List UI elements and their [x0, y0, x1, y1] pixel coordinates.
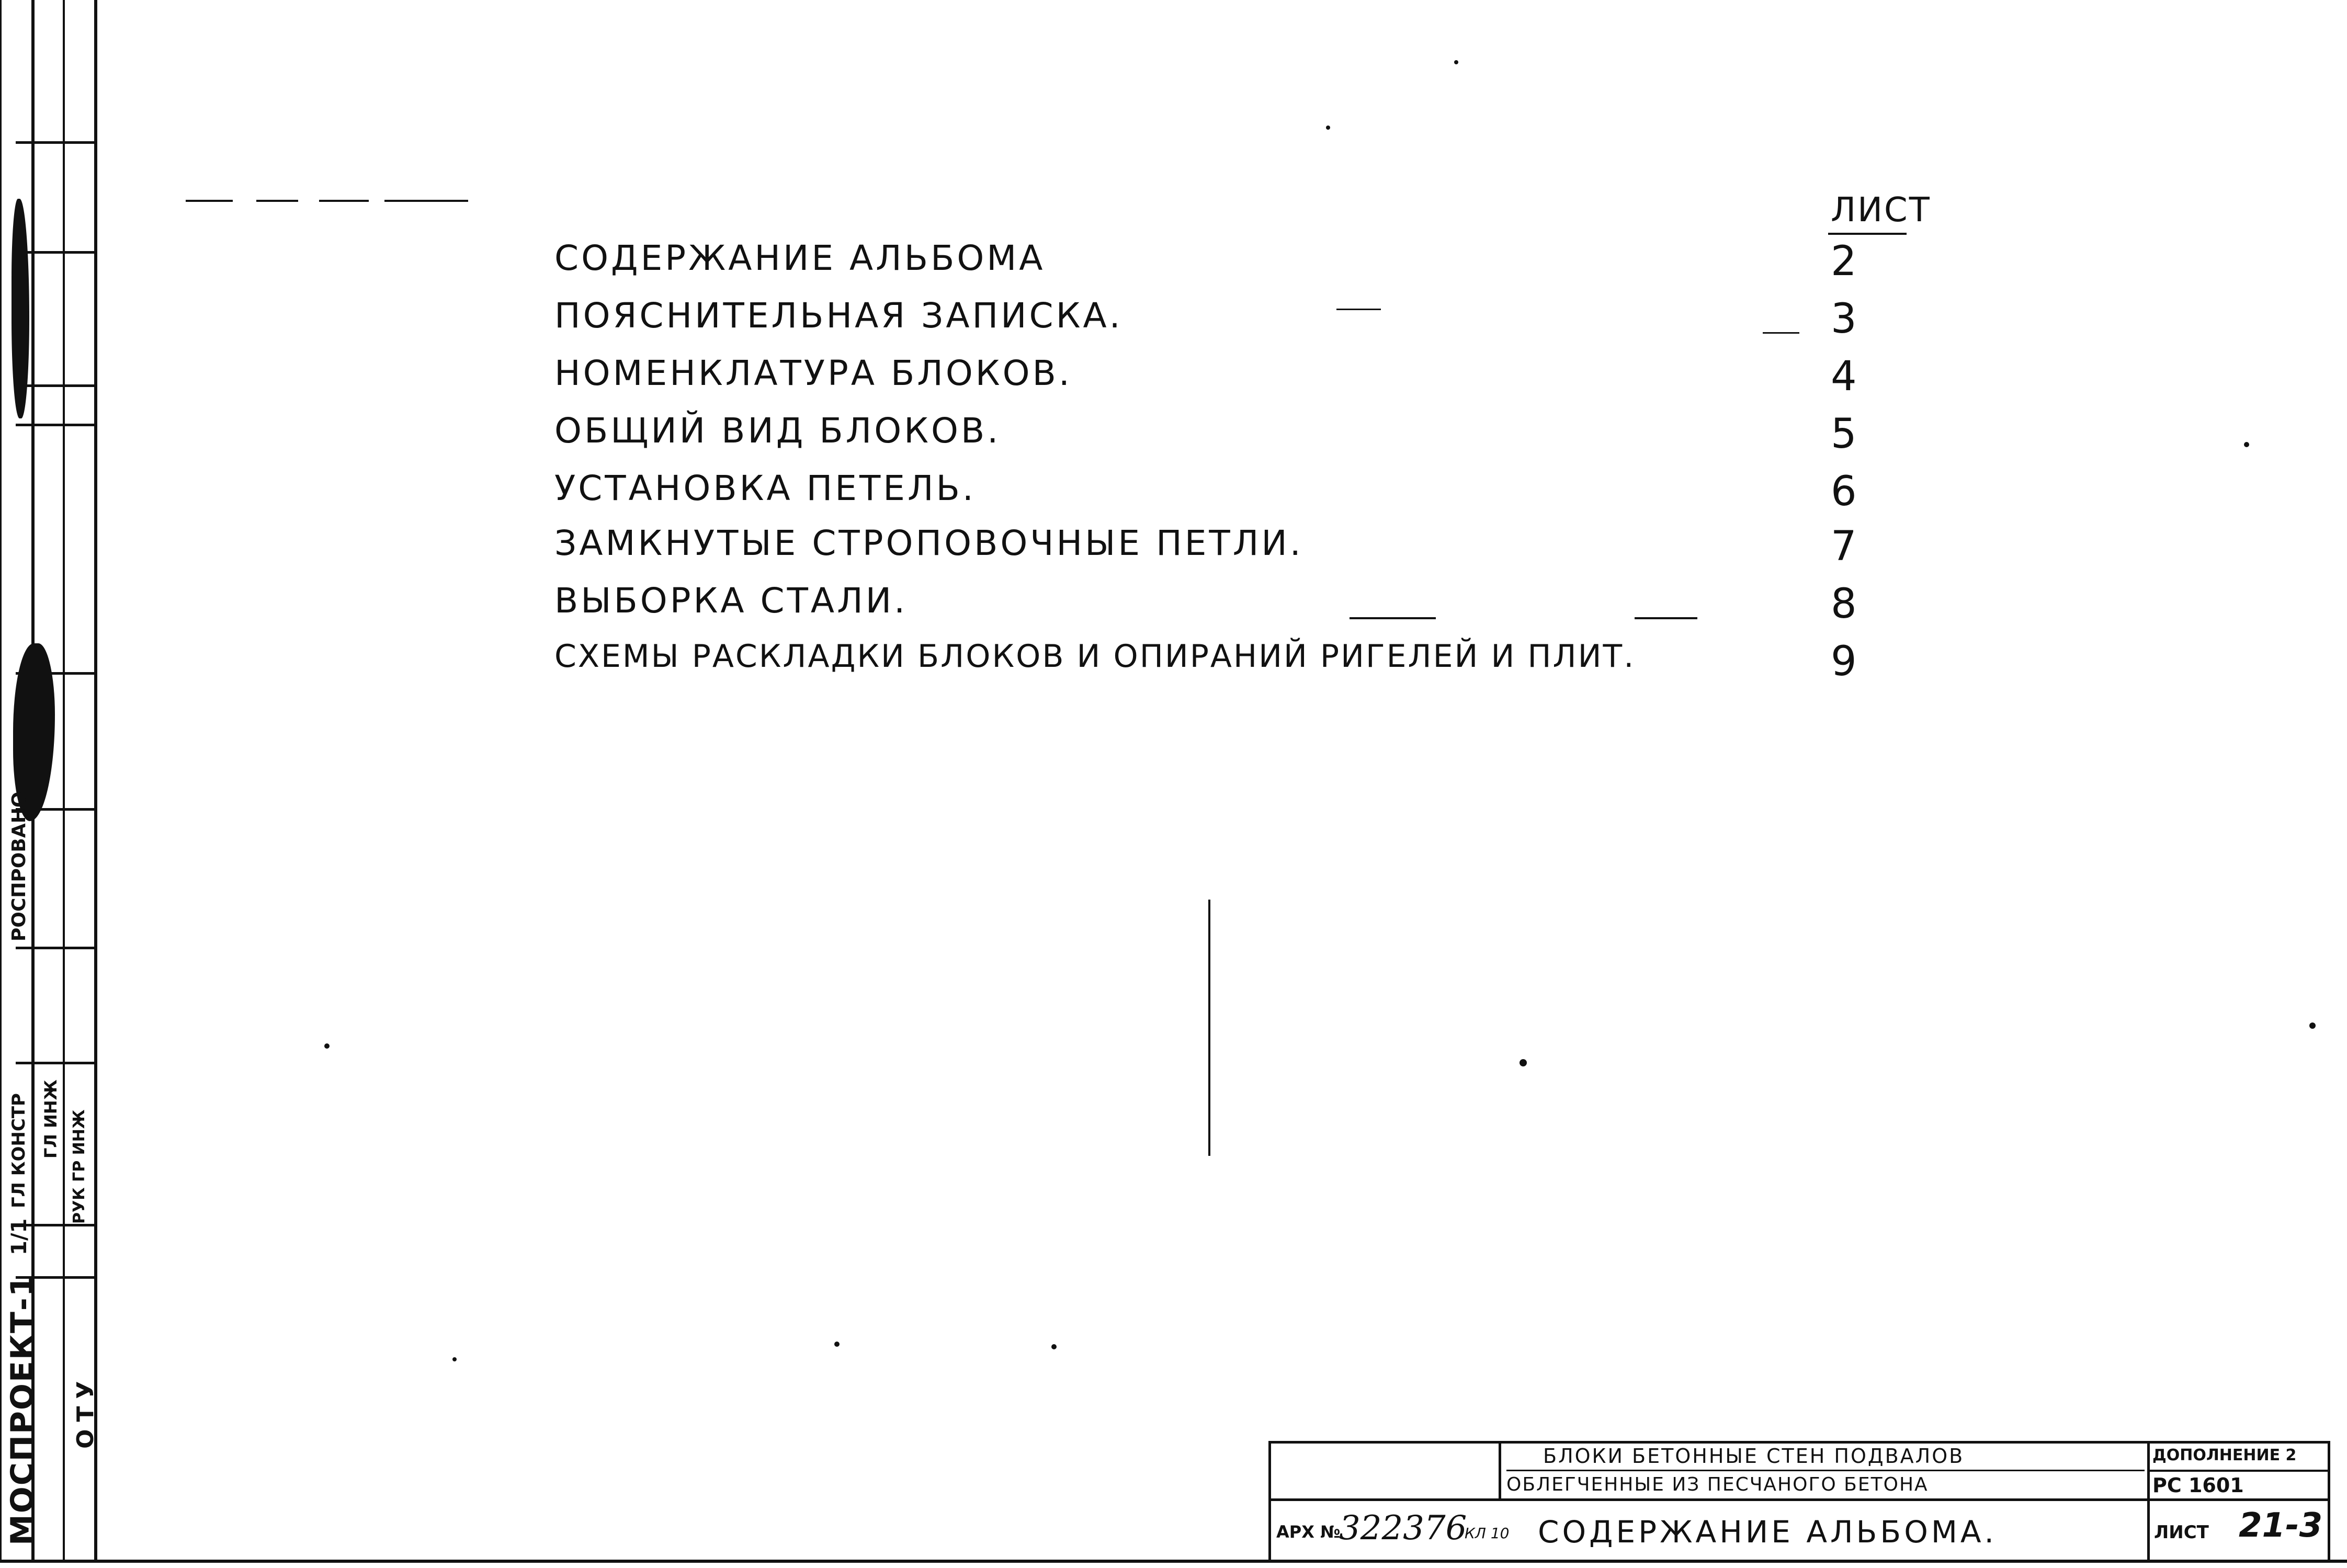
dept-name: ОТУ [72, 1373, 99, 1449]
archive-suffix: КЛ 10 [1465, 1525, 1510, 1542]
contents-item-sheet: 8 [1831, 581, 1857, 628]
sheet-number: 21-3 [2239, 1506, 2323, 1545]
contents-item [554, 353, 1935, 411]
role-chief-engineer: ГЛ ИНЖ [41, 1080, 61, 1158]
archive-label: АРХ № [1276, 1522, 1341, 1542]
contents-item-title: СОДЕРЖАНИЕ АЛЬБОМА [554, 238, 1046, 278]
contents-item-title: СХЕМЫ РАСКЛАДКИ БЛОКОВ И ОПИРАНИЙ РИГЕЛЕЙ И ПЛИТ. [554, 638, 1636, 675]
contents-item-sheet: 7 [1831, 523, 1857, 570]
contents-item [554, 581, 1935, 638]
contents-item-sheet: 2 [1831, 238, 1857, 285]
role-group-lead: РУК ГР ИНЖ [70, 1109, 88, 1224]
contents-item [554, 638, 1935, 696]
archive-number: 322376 [1339, 1509, 1467, 1548]
supplement-label: ДОПОЛНЕНИЕ 2 [2152, 1446, 2297, 1464]
role-chief-constructor: ГЛ КОНСТР [8, 1093, 29, 1208]
contents-item [554, 523, 1935, 581]
contents-item-title: УСТАНОВКА ПЕТЕЛЬ. [554, 468, 976, 508]
contents-item-sheet: 3 [1831, 296, 1857, 343]
sheet-title: СОДЕРЖАНИЕ АЛЬБОМА. [1538, 1514, 1997, 1550]
contents-item-sheet: 4 [1831, 353, 1857, 400]
contents-item-sheet: 5 [1831, 411, 1857, 458]
project-title-line1: БЛОКИ БЕТОННЫЕ СТЕН ПОДВАЛОВ [1543, 1445, 1965, 1468]
contents-item [554, 411, 1935, 468]
stamp-text: РОСПРОВАНО [8, 791, 30, 941]
org-name: МОСПРОЕКТ-1 [4, 1274, 41, 1546]
contents-item-sheet: 9 [1831, 638, 1857, 685]
sheet-column-header: ЛИСТ [1831, 191, 1931, 230]
contents-item-title: ВЫБОРКА СТАЛИ. [554, 581, 908, 621]
series-code: РС 1601 [2152, 1474, 2244, 1497]
contents-item-title: НОМЕНКЛАТУРА БЛОКОВ. [554, 353, 1072, 393]
sheet-mark: 1/1 [7, 1218, 31, 1255]
contents-item-sheet: 6 [1831, 468, 1857, 515]
contents-item [554, 296, 1935, 353]
contents-item-title: ОБЩИЙ ВИД БЛОКОВ. [554, 411, 1001, 451]
contents-item-title: ЗАМКНУТЫЕ СТРОПОВОЧНЫЕ ПЕТЛИ. [554, 523, 1303, 563]
ink-blot [12, 199, 29, 418]
sheet-label: ЛИСТ [2154, 1522, 2209, 1543]
project-title-line2: ОБЛЕГЧЕННЫЕ ИЗ ПЕСЧАНОГО БЕТОНА [1506, 1474, 1929, 1495]
contents-item [554, 238, 1935, 296]
contents-item-title: ПОЯСНИТЕЛЬНАЯ ЗАПИСКА. [554, 296, 1123, 336]
frame-bottom [94, 1560, 2330, 1563]
contents-item [554, 468, 1935, 526]
